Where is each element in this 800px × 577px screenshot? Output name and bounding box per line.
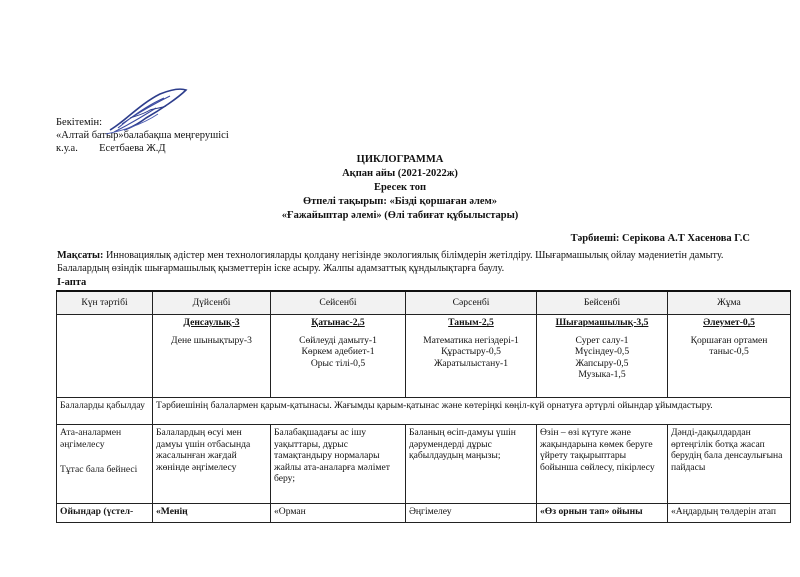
subject-cell <box>271 315 406 398</box>
group-line: Ересек топ <box>373 182 427 193</box>
approval-line-2: «Алтай батыр»балабақша меңгерушісі <box>56 130 229 141</box>
empty-cell <box>57 315 153 398</box>
subject-items: Сөйлеуді дамыту-1 Көркем әдебиет-1 Орыс тілі-0,5 <box>299 334 377 369</box>
parents-cell: Өзін – өзі күтуге және жақындарына көмек беруге үйрету тақырыптары бойынша сөйлесу, пікірлесу <box>537 425 668 504</box>
parents-cell: Дәнді-дақылдардан өртеңгілік ботқа жасап берудің бала денсаулығына пайдасы <box>668 425 791 504</box>
table-header-row <box>57 291 791 315</box>
teachers-line: Тәрбиеші: Серікова А.Т Хасенова Г.С <box>570 233 750 244</box>
table-row <box>57 504 791 523</box>
header-monday: Дүйсенбі <box>153 291 271 315</box>
subject-items: Қоршаған ортамен таныс-0,5 <box>690 334 768 357</box>
header-tuesday: Сейсенбі <box>271 291 406 315</box>
goal-label: Мақсаты: <box>57 250 104 261</box>
table-row <box>57 315 791 398</box>
header-wednesday: Сәрсенбі <box>406 291 537 315</box>
games-cell: «Менің <box>153 504 271 523</box>
table-row <box>57 425 791 504</box>
subject-cell <box>406 315 537 398</box>
subject-cell <box>537 315 668 398</box>
approval-line-1: Бекітемін: <box>56 117 103 128</box>
subject-items: Дене шынықтыру-3 <box>171 334 252 346</box>
theme-line: Өтпелі тақырып: «Біздi қоршаған әлем» <box>302 196 497 207</box>
goal-paragraph <box>57 250 737 275</box>
parents-label: Ата-аналармен әңгімелесу <box>60 427 122 450</box>
subject-items: Математика негіздері-1 Құрастыру-0,5 Жаратылыстану-1 <box>423 334 519 369</box>
header-day-schedule: Күн тәртібі <box>57 291 153 315</box>
approval-prefix: к.у.а. <box>56 143 78 154</box>
parents-cell: Балабақшадағы ас ішу уақыттары, дұрыс тамақтандыру нормалары жайлы ата-аналарға мәлімет беру; <box>271 425 406 504</box>
table-row <box>57 398 791 425</box>
page-title: ЦИКЛОГРАММА <box>356 154 444 165</box>
games-cell: Әңгімелеу <box>406 504 537 523</box>
approval-name: Есетбаева Ж.Д <box>99 143 166 154</box>
reception-text: Тәрбиешінің балалармен қарым-қатынасы. Жағымды қарым-қатынас және көтеріңкі көңіл-күй орнатуға әртүрлі ойындар ұйымдастыру. <box>153 398 791 425</box>
goal-text: Инновациялық әдістер мен технологияларды қолдану негізінде экологиялық білімдерін жетілдіру. Шығармашылық ойлау мәдениетін дамыту. Балалардың өзіндік шығармашылық қызметтерін іске асыру. Жалпы адамзаттық құндылықтарға баулу. <box>57 250 724 274</box>
header-thursday: Бейсенбі <box>537 291 668 315</box>
games-cell: «Аңдардың төлдерін атап <box>668 504 791 523</box>
month-line: Ақпан айы (2021-2022ж) <box>342 168 458 179</box>
games-cell: «Өз орнын тап» ойыны <box>537 504 668 523</box>
subject-title: Әлеумет-0,5 <box>703 317 755 328</box>
child-image-label: Тұтас бала бейнесі <box>60 464 138 475</box>
subject-title: Денсаулық-3 <box>183 317 240 328</box>
subject-title: Шығармашылық-3,5 <box>555 317 649 328</box>
reception-label: Балаларды қабылдау <box>57 398 153 425</box>
subject-title: Қатынас-2,5 <box>311 317 365 328</box>
parents-cell: Баланың өсіп-дамуы үшін дәрумендерді дұрыс қабылдаудың маңызы; <box>406 425 537 504</box>
subject-cell <box>153 315 271 398</box>
subject-items: Сурет салу-1 Мүсіндеу-0,5 Жапсыру-0,5 Музыка-1,5 <box>574 334 630 380</box>
header-friday: Жұма <box>668 291 791 315</box>
subject-cell <box>668 315 791 398</box>
week-label: I-апта <box>57 277 87 288</box>
parents-label-cell <box>57 425 153 504</box>
parents-cell: Балалардың өсуі мен дамуы үшін отбасында жасалынған жағдай жөнінде әңгімелесу <box>153 425 271 504</box>
schedule-table <box>56 290 791 523</box>
games-label: Ойындар (үстел- <box>57 504 153 523</box>
games-cell: «Орман <box>271 504 406 523</box>
subject-title: Таным-2,5 <box>448 317 494 328</box>
signature <box>100 84 192 138</box>
subtheme-line: «Ғажайыптар әлемі» (Өлі табиғат құбылыстары) <box>281 210 519 221</box>
